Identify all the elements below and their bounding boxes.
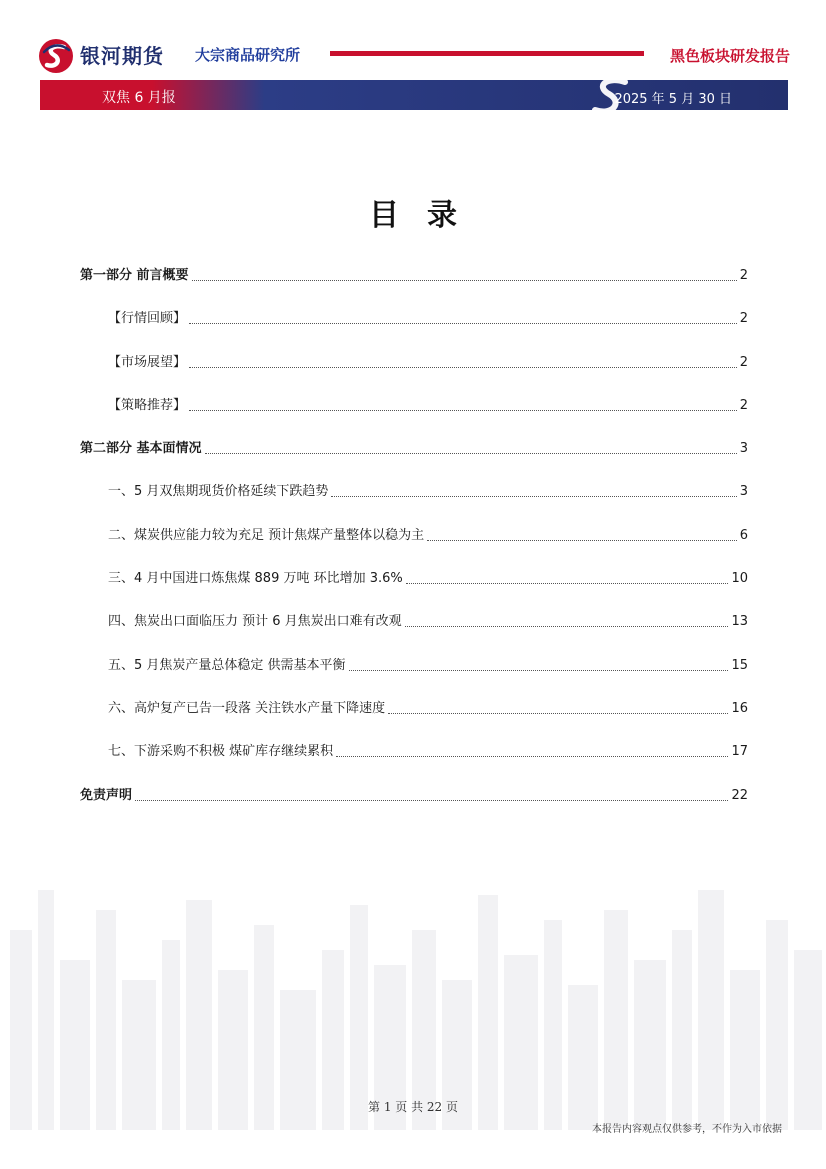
toc-entry-page: 15 — [731, 657, 748, 673]
toc-entry[interactable] — [80, 786, 748, 829]
page-indicator: 第 1 页 共 22 页 — [368, 1100, 458, 1114]
toc-entry-page: 2 — [739, 354, 748, 370]
toc-dot-leader — [336, 742, 728, 757]
toc-entry[interactable] — [80, 526, 748, 569]
toc-entry-label: 三、4 月中国进口炼焦煤 889 万吨 环比增加 3.6% — [108, 571, 403, 587]
toc-entry[interactable] — [80, 612, 748, 655]
toc-entry-page: 16 — [731, 700, 748, 716]
toc-entry-page: 10 — [731, 571, 748, 587]
brand-name: 银河期货 — [80, 44, 164, 68]
toc-entry-page: 3 — [739, 441, 748, 457]
footer-disclaimer: 本报告内容观点仅供参考，不作为入市依据 — [592, 1124, 782, 1135]
toc-entry-page: 17 — [731, 744, 748, 760]
toc-entry-page: 3 — [739, 484, 748, 500]
toc-dot-leader — [192, 266, 737, 281]
galaxy-logo-icon — [38, 38, 74, 74]
toc-entry-label: 四、焦炭出口面临压力 预计 6 月焦炭出口难有改观 — [108, 614, 402, 630]
table-of-contents — [80, 266, 748, 829]
toc-title: 目录 — [369, 198, 485, 233]
toc-entry-page: 2 — [739, 311, 748, 327]
toc-dot-leader — [331, 482, 736, 497]
toc-entry[interactable] — [80, 482, 748, 525]
report-banner — [40, 80, 788, 110]
institute-name: 大宗商品研究所 — [195, 46, 301, 64]
report-date: 2025 年 5 月 30 日 — [614, 92, 732, 107]
report-series: 黑色板块研发报告 — [669, 47, 790, 65]
toc-dot-leader — [205, 439, 737, 454]
toc-entry[interactable] — [80, 396, 748, 439]
toc-entry[interactable] — [80, 699, 748, 742]
toc-entry-label: 七、下游采购不积极 煤矿库存继续累积 — [108, 744, 334, 760]
toc-dot-leader — [388, 699, 728, 714]
toc-dot-leader — [189, 309, 737, 324]
toc-entry[interactable] — [80, 353, 748, 396]
toc-entry[interactable] — [80, 266, 748, 309]
toc-entry-page: 2 — [739, 268, 748, 283]
toc-dot-leader — [189, 353, 737, 368]
toc-dot-leader — [349, 656, 729, 671]
toc-entry[interactable] — [80, 656, 748, 699]
toc-entry-label: 五、5 月焦炭产量总体稳定 供需基本平衡 — [108, 657, 346, 673]
city-skyline-watermark-icon — [0, 870, 826, 1130]
toc-entry-label: 六、高炉复产已告一段落 关注铁水产量下降速度 — [108, 700, 386, 716]
toc-entry-page: 22 — [731, 787, 748, 803]
toc-dot-leader — [406, 569, 729, 584]
toc-dot-leader — [427, 526, 737, 541]
toc-dot-leader — [135, 786, 728, 801]
toc-entry[interactable] — [80, 309, 748, 352]
header-rule — [330, 51, 644, 56]
toc-entry-label: 免责声明 — [80, 787, 133, 803]
toc-dot-leader — [189, 396, 737, 411]
toc-entry[interactable] — [80, 742, 748, 785]
toc-entry-label: 一、5 月双焦期现货价格延续下跌趋势 — [108, 484, 329, 500]
toc-dot-leader — [405, 612, 729, 627]
toc-entry-label: 【行情回顾】 — [108, 311, 187, 327]
toc-entry-label: 二、煤炭供应能力较为充足 预计焦煤产量整体以稳为主 — [108, 527, 425, 543]
toc-entry-label: 【策略推荐】 — [108, 397, 187, 413]
toc-entry-page: 2 — [739, 397, 748, 413]
report-name: 双焦 6 月报 — [102, 90, 176, 106]
toc-entry-page: 13 — [731, 614, 748, 630]
toc-entry-label: 【市场展望】 — [108, 354, 187, 370]
toc-entry[interactable] — [80, 569, 748, 612]
toc-entry-label: 第二部分 基本面情况 — [80, 441, 202, 457]
toc-entry-label: 第一部分 前言概要 — [80, 268, 189, 283]
toc-entry-page: 6 — [739, 527, 748, 543]
toc-entry[interactable] — [80, 439, 748, 482]
